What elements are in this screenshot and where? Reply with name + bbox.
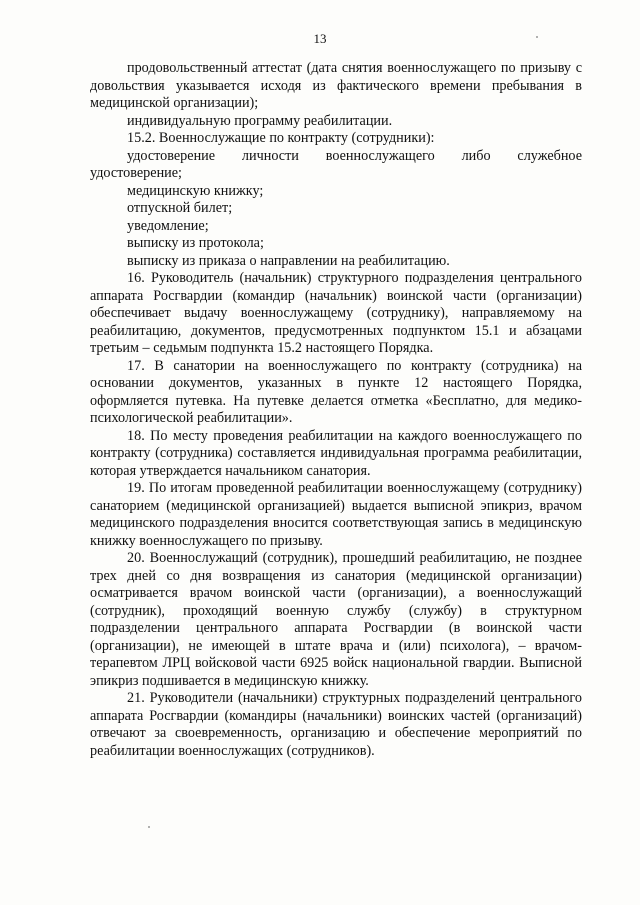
paragraph-17: 17. В санатории на военнослужащего по контракту (сотрудника) на основании документов, указанных в пункте 12 настоящего Порядка, оформляется путевка. На путевке делается отметка «Бесплатно, для медико-психологической реабилитации». xyxy=(90,357,582,426)
paragraph-16: 16. Руководитель (начальник) структурного подразделения центрального аппарата Росгвардии (командир (начальник) воинской части (организации) обеспечивает выдачу военнослужащему (сотруднику), направляемому на реабилитацию, документов, предусмотренных подпунктом 15.1 и абзацами третьим – седьмым подпункта 15.2 настоящего Порядка. xyxy=(90,270,582,356)
paragraph-protocol-extract: выписку из протокола; xyxy=(127,235,264,251)
paragraph-20: 20. Военнослужащий (сотрудник), прошедший реабилитацию, не позднее трех дней со дня возвращения из санатория (медицинской организации) осматривается врачом воинской части (организации), а военнослужащий (сотрудник), проходящий военную службу (службу) в структурном подразделении центрального аппарата Росгвардии (в воинской части (организации), не имеющей в штате врача и (или) психолога), – врачом-терапевтом ЛРЦ войсковой части 6925 войск национальной гвардии. Выписной эпикриз подшивается в медицинскую книжку. xyxy=(90,550,582,689)
paragraph-leave-ticket: отпускной билет; xyxy=(127,200,233,216)
paragraph-order-extract: выписку из приказа о направлении на реабилитацию. xyxy=(127,252,450,269)
paragraph-18: 18. По месту проведения реабилитации на каждого военнослужащего по контракту (сотрудника) составляется индивидуальная программа реабилитации, которая утверждается начальником санатория. xyxy=(90,427,582,479)
paragraph-food-certificate: продовольственный аттестат (дата снятия военнослужащего по призыву с довольствия указывается исходя из фактического времени пребывания в медицинской организации); xyxy=(90,60,582,111)
paragraph-id-card: удостоверение личности военнослужащего либо служебное удостоверение; xyxy=(90,147,582,181)
paragraph-medical-book: медицинскую книжку; xyxy=(127,182,264,199)
paragraph-15-2: 15.2. Военнослужащие по контракту (сотрудники): xyxy=(127,130,435,146)
scan-artifact-dot xyxy=(536,36,538,38)
page-number: 13 xyxy=(313,31,327,46)
scan-artifact-dot xyxy=(148,826,150,828)
paragraph-rehab-program: индивидуальную программу реабилитации. xyxy=(127,112,393,129)
paragraph-21: 21. Руководители (начальники) структурных подразделений центрального аппарата Росгвардии (командиры (начальники) воинских частей (организаций) отвечают за своевременность, организацию и обеспечение мероприятий по реабилитации военнослужащих (сотрудников). xyxy=(90,690,582,759)
document-body xyxy=(90,60,582,760)
paragraph-19: 19. По итогам проведенной реабилитации военнослужащему (сотруднику) санаторием (медицинской организацией) выдается выписной эпикриз, врачом медицинского подразделения вносится соответствующая запись в медицинскую книжку военнослужащего по призыву. xyxy=(90,480,582,549)
paragraph-notification: уведомление; xyxy=(127,217,209,234)
